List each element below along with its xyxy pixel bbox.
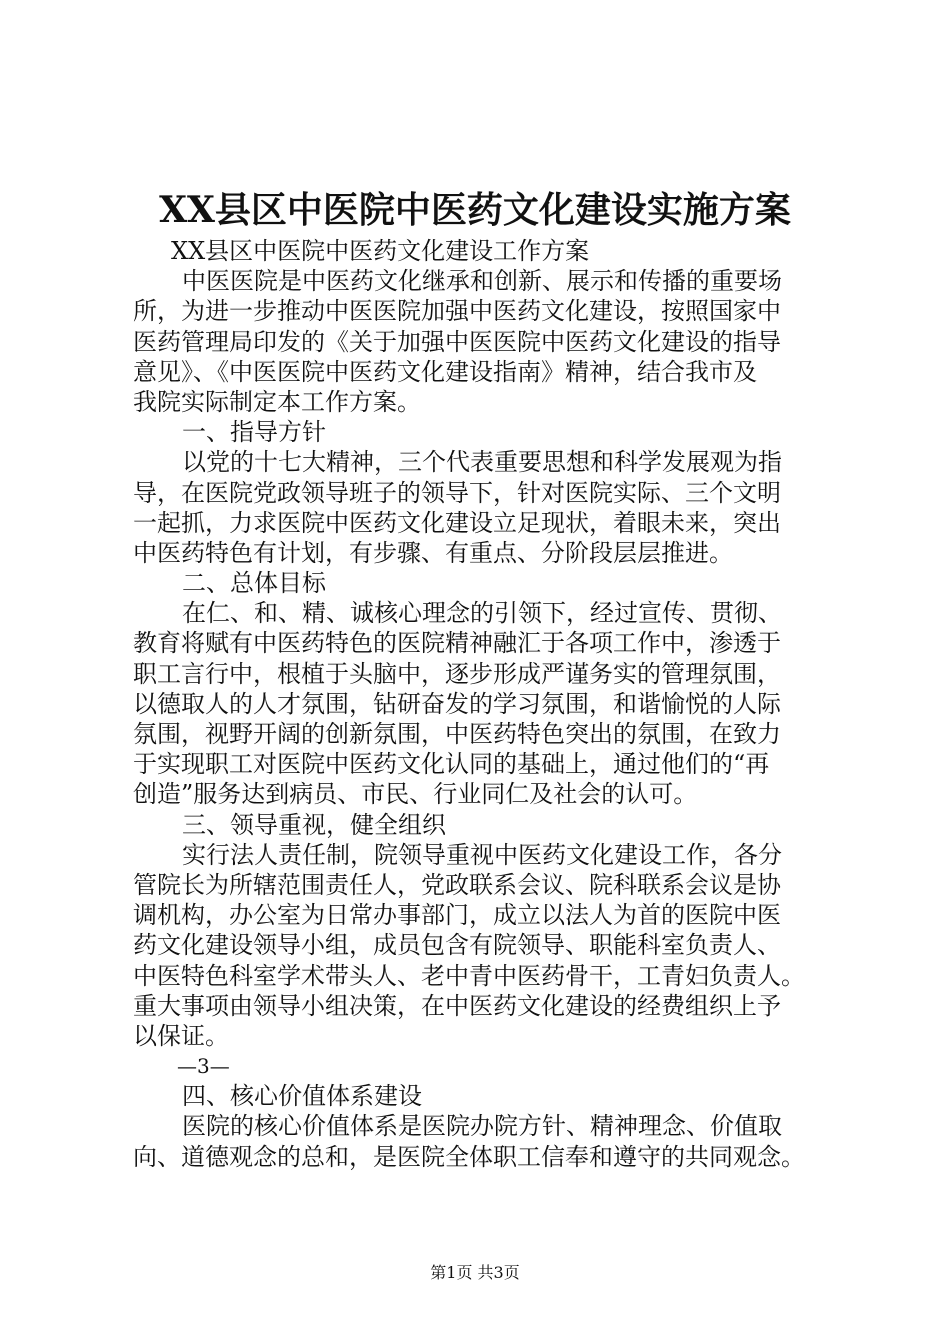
body-line: 实行法人责任制，院领导重视中医药文化建设工作，各分 bbox=[182, 840, 782, 869]
body-line: 教育将赋有中医药特色的医院精神融汇于各项工作中，渗透于 bbox=[133, 629, 781, 658]
body-line: 四、核心价值体系建设 bbox=[182, 1082, 422, 1111]
body-line: 意见》、《中医医院中医药文化建设指南》精神，结合我市及 bbox=[133, 357, 757, 386]
body-line: 以保证。 bbox=[133, 1021, 229, 1050]
body-line: 中医医院是中医药文化继承和创新、展示和传播的重要场 bbox=[182, 267, 782, 296]
body-line: 重大事项由领导小组决策，在中医药文化建设的经费组织上予 bbox=[133, 991, 781, 1020]
body-line: 向、道德观念的总和，是医院全体职工信奉和遵守的共同观念。 bbox=[133, 1142, 805, 1171]
body-line: 二、总体目标 bbox=[182, 569, 326, 598]
body-line: 药文化建设领导小组，成员包含有院领导、职能科室负责人、 bbox=[133, 931, 781, 960]
body-line: 中医特色科室学术带头人、老中青中医药骨干，工青妇负责人。 bbox=[133, 961, 805, 990]
page-footer: 第1页 共3页 bbox=[430, 1263, 520, 1282]
body-line: 创造”服务达到病员、市民、行业同仁及社会的认可。 bbox=[133, 780, 698, 809]
body-line: 在仁、和、精、诚核心理念的引领下，经过宣传、贯彻、 bbox=[182, 599, 782, 628]
body-line: 一起抓，力求医院中医药文化建设立足现状，着眼未来，突出 bbox=[133, 508, 781, 537]
body-line: 于实现职工对医院中医药文化认同的基础上，通过他们的“再 bbox=[133, 750, 770, 779]
body-line: —3— bbox=[177, 1054, 230, 1079]
body-line: 三、领导重视，健全组织 bbox=[182, 810, 446, 839]
document-body bbox=[133, 236, 833, 1172]
body-line: 我院实际制定本工作方案。 bbox=[133, 387, 421, 416]
body-line: 管院长为所辖范围责任人，党政联系会议、院科联系会议是协 bbox=[133, 870, 781, 899]
body-line: 氛围，视野开阔的创新氛围，中医药特色突出的氛围，在致力 bbox=[133, 720, 781, 748]
body-line: 医药管理局印发的《关于加强中医医院中医药文化建设的指导 bbox=[133, 327, 781, 356]
body-line: 以德取人的人才氛围，钻研奋发的学习氛围，和谐愉悦的人际 bbox=[133, 689, 781, 718]
body-line: 中医药特色有计划，有步骤、有重点、分阶段层层推进。 bbox=[133, 538, 733, 567]
body-line: 导，在医院党政领导班子的领导下，针对医院实际、三个文明 bbox=[133, 478, 781, 507]
body-line: 一、指导方针 bbox=[182, 418, 326, 447]
body-line: 以党的十七大精神，三个代表重要思想和科学发展观为指 bbox=[182, 448, 782, 477]
body-line: 职工言行中，根植于头脑中，逐步形成严谨务实的管理氛围， bbox=[133, 659, 781, 688]
body-line: 医院的核心价值体系是医院办院方针、精神理念、价值取 bbox=[182, 1112, 782, 1141]
body-line: 调机构，办公室为日常办事部门，成立以法人为首的医院中医 bbox=[133, 901, 781, 930]
body-line: 所，为进一步推动中医医院加强中医药文化建设，按照国家中 bbox=[133, 297, 781, 326]
document-title: XX县区中医院中医药文化建设实施方案 bbox=[159, 189, 791, 231]
body-line: XX县区中医院中医药文化建设工作方案 bbox=[171, 237, 590, 265]
